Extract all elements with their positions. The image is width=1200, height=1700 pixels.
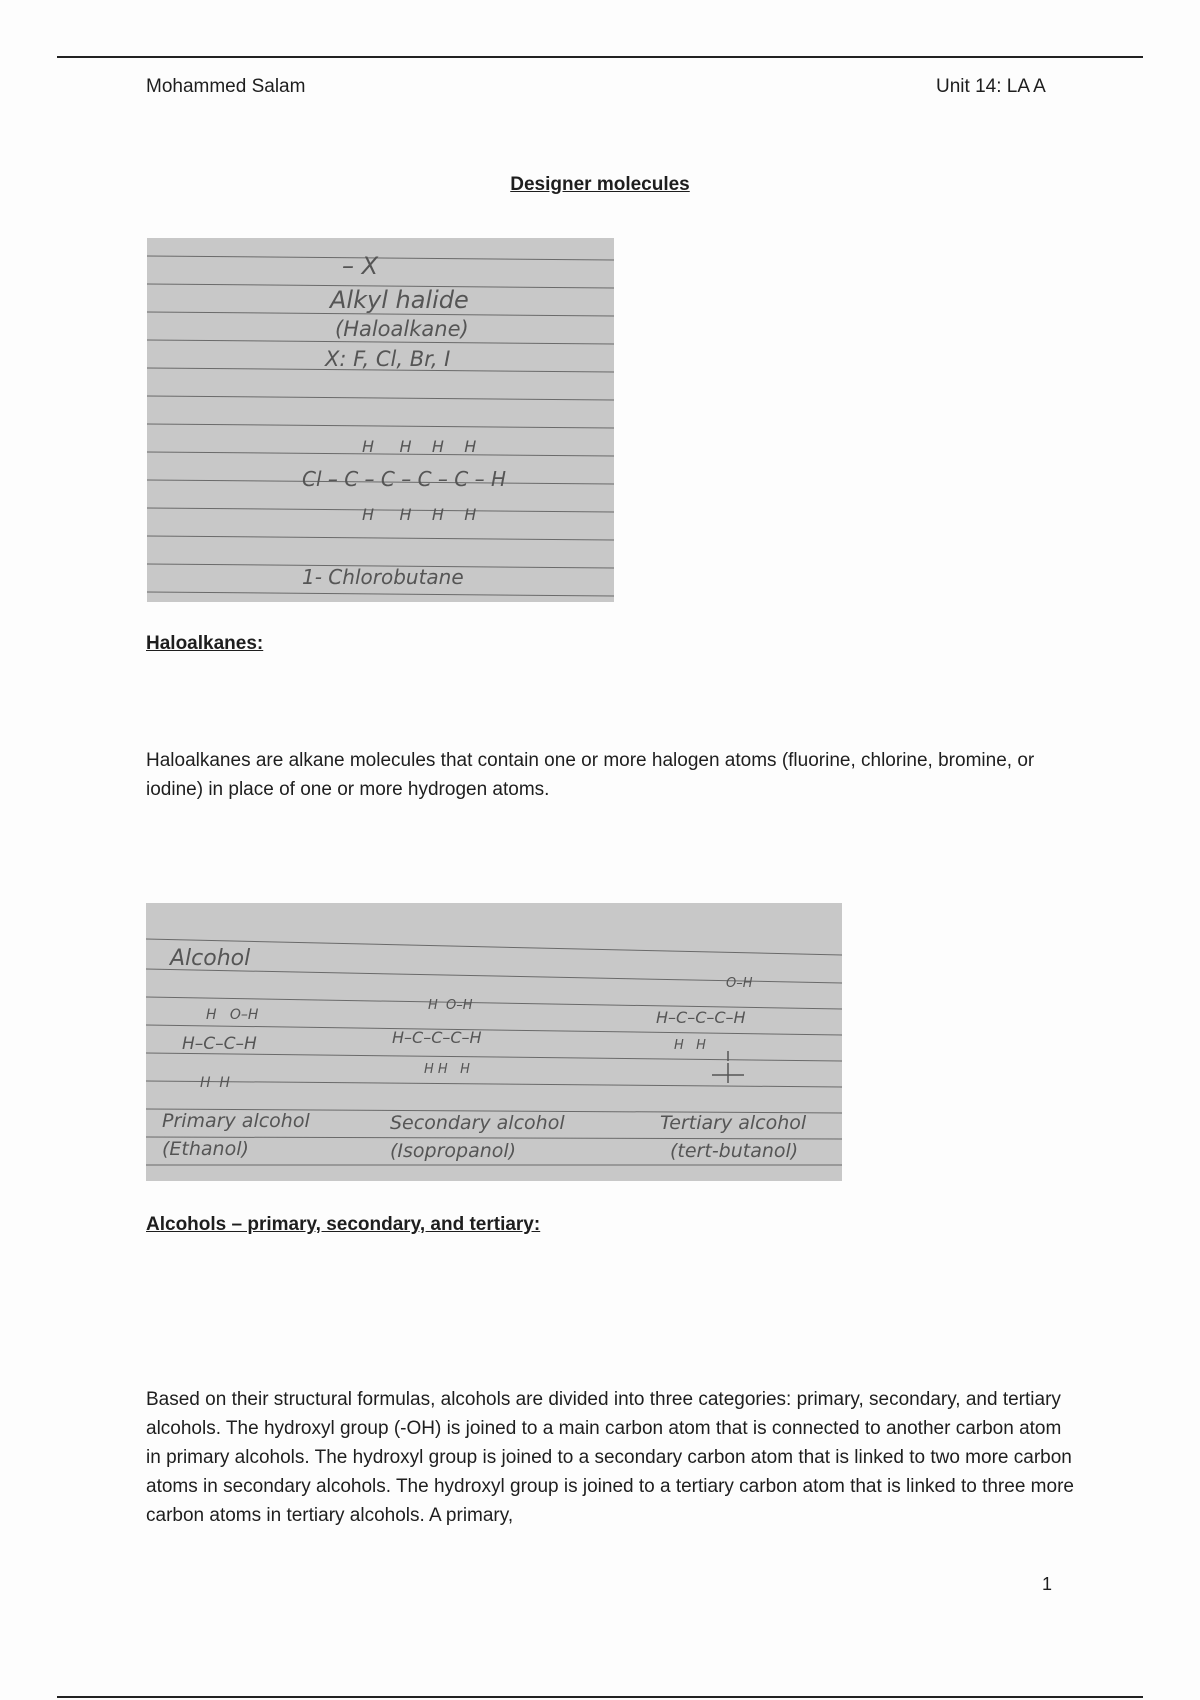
tertiary-name: (tert-butanol) [670, 1140, 799, 1162]
tertiary-methyl-sketch [712, 1051, 744, 1083]
section-heading-haloalkanes: Haloalkanes: [146, 633, 264, 654]
secondary-name: (Isopropanol) [390, 1140, 517, 1162]
header-unit: Unit 14: LA A [936, 76, 1046, 97]
page-title: Designer molecules [510, 174, 690, 195]
secondary-top: H O–H [428, 998, 473, 1013]
tertiary-mid: H–C–C–C–H [656, 1008, 746, 1027]
structure-top: H H H H [362, 437, 477, 456]
primary-name: (Ethanol) [162, 1138, 249, 1160]
page-number: 1 [1042, 1574, 1053, 1594]
tertiary-top: O–H [726, 976, 753, 991]
tertiary-label: Tertiary alcohol [660, 1112, 807, 1134]
note-line-3: (Haloalkane) [335, 317, 469, 341]
note-line-4: X: F, Cl, Br, I [325, 347, 451, 371]
alcohol-photo [146, 903, 842, 1181]
header-rule [57, 56, 1143, 58]
figure1-caption: 1- Chlorobutane [302, 565, 464, 589]
haloalkane-notes [147, 238, 614, 602]
primary-top: H O–H [206, 1007, 259, 1023]
primary-label: Primary alcohol [162, 1110, 310, 1132]
tertiary-bottom: H H [674, 1038, 706, 1053]
secondary-bottom: H H H [424, 1062, 470, 1077]
footer-rule [57, 1696, 1143, 1698]
haloalkanes-paragraph: Haloalkanes are alkane molecules that contain one or more halogen atoms (fluorine, chlorine, bromine, or iodine) in place of one or more hydrogen atoms. [146, 750, 1035, 800]
alcohols-paragraph: Based on their structural formulas, alcohols are divided into three categories: primary, secondary, and tertiary alcohols. The hydroxyl group (-OH) is joined to a main carbon atom that is connected to another carbon atom in primary alcohols. The hydroxyl group is joined to a secondary carbon atom that is linked to two more carbon atoms in secondary alcohols. The hydroxyl group is joined to a tertiary carbon atom that is linked to three more carbon atoms in tertiary alcohols. A primary, [146, 1389, 1074, 1526]
figure2-title: Alcohol [170, 946, 251, 971]
alcohol-notes [146, 903, 842, 1181]
note-line-1: – X [342, 252, 379, 280]
primary-mid: H–C–C–H [182, 1034, 257, 1054]
secondary-label: Secondary alcohol [390, 1112, 565, 1134]
section-heading-alcohols: Alcohols – primary, secondary, and tertiary: [146, 1214, 541, 1235]
primary-bottom: H H [200, 1075, 230, 1091]
structure-bottom: H H H H [362, 505, 477, 524]
structure-mid: Cl – C – C – C – C – H [302, 467, 506, 491]
header-author: Mohammed Salam [146, 76, 306, 97]
secondary-mid: H–C–C–C–H [392, 1028, 482, 1047]
haloalkane-photo [147, 238, 614, 602]
note-line-2: Alkyl halide [330, 286, 469, 314]
